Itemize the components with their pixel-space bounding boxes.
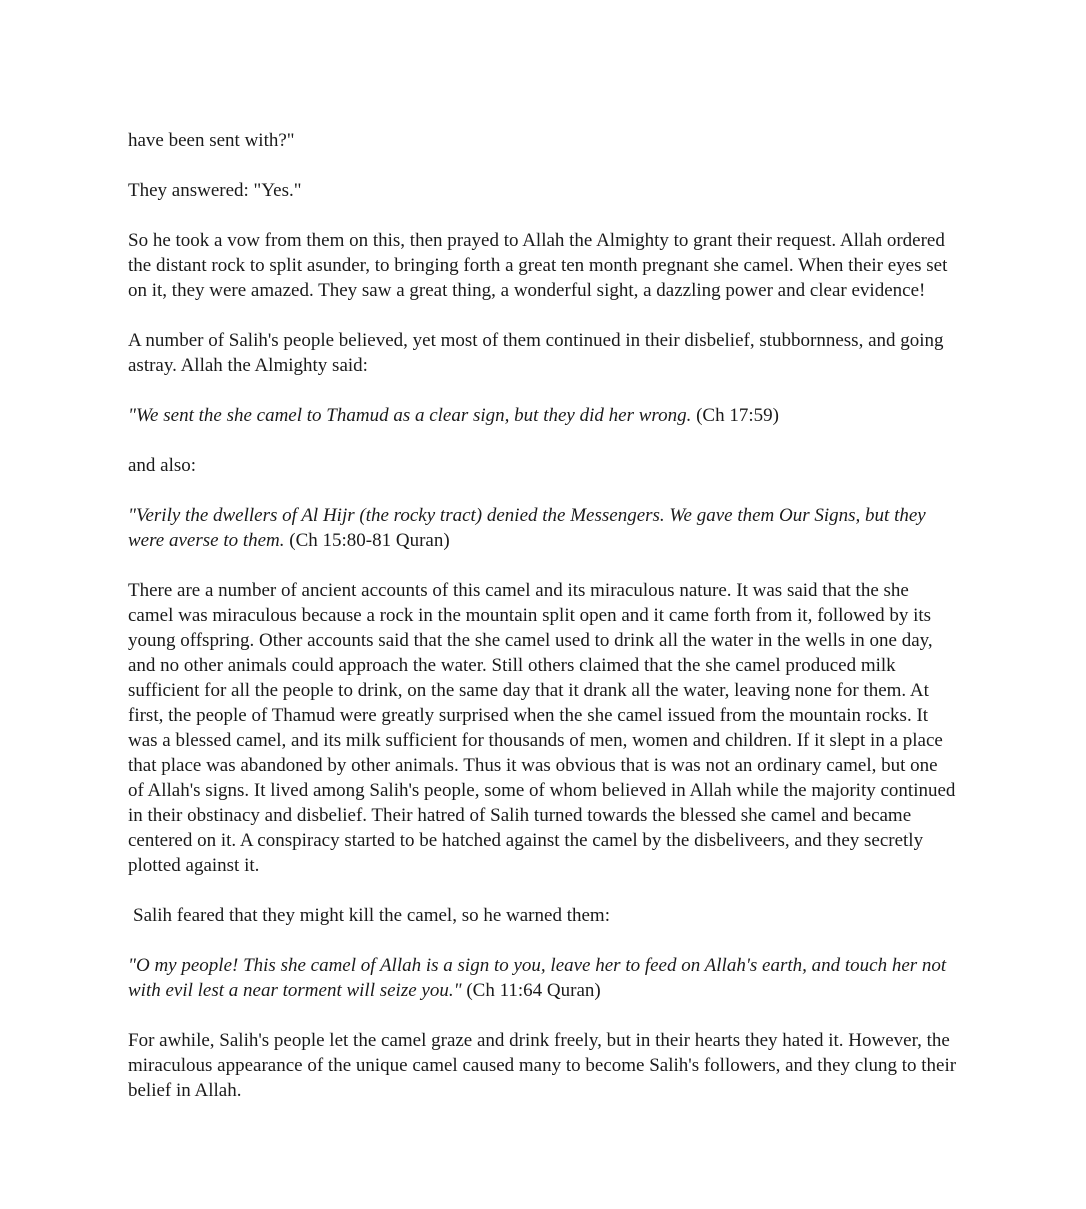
paragraph-accounts: There are a number of ancient accounts of this camel and its miraculous nature. It was said that the she camel was miraculous because a rock in the mountain split open and it came forth from it, followed by its young offspring. Other accounts said that the she camel used to drink all the water in the wells in one day, and no other animals could approach the water. Still others claimed that the she camel produced milk sufficient for all the people to drink, on the same day that it drank all the water, leaving none for them. At first, the people of Thamud were greatly surprised when the she camel issued from the mountain rocks. It was a blessed camel, and its milk sufficient for thousands of men, women and children. If it slept in a place that place was abandoned by other animals. Thus it was obvious that is was not an ordinary camel, but one of Allah's signs. It lived among Salih's people, some of whom believed in Allah while the majority continued in their obstinacy and disbelief. Their hatred of Salih turned towards the blessed she camel and became centered on it. A conspiracy started to be hatched against the camel by the disbeliveers, and they secretly plotted against it.: [128, 580, 956, 876]
paragraph-followers: For awhile, Salih's people let the camel graze and drink freely, but in their hearts they hated it. However, the miraculous appearance of the unique camel caused many to become Salih's followers, and they clung to their belief in Allah.: [128, 1030, 957, 1101]
quote-ch15-ref: (Ch 15:80-81 Quran): [284, 530, 450, 551]
paragraph-continuation: have been sent with?": [128, 130, 295, 151]
document-page: [128, 128, 958, 1103]
quote-ch11-ref: (Ch 11:64 Quran): [461, 980, 601, 1001]
paragraph-vow: So he took a vow from them on this, then prayed to Allah the Almighty to grant their request. Allah ordered the distant rock to split asunder, to bringing forth a great ten month pregnant she camel. When their eyes set on it, they were amazed. They saw a great thing, a wonderful sight, a dazzling power and clear evidence!: [128, 230, 948, 301]
paragraph-answer: They answered: "Yes.": [128, 180, 302, 201]
paragraph-warning: Salih feared that they might kill the camel, so he warned them:: [133, 905, 610, 926]
paragraph-and-also: and also:: [128, 455, 197, 476]
quote-ch17-text: "We sent the she camel to Thamud as a clear sign, but they did her wrong.: [128, 405, 692, 426]
paragraph-believers: A number of Salih's people believed, yet most of them continued in their disbelief, stubbornness, and going astray. Allah the Almighty said:: [128, 330, 944, 376]
quote-ch11-text: "O my people! This she camel of Allah is a sign to you, leave her to feed on Allah's earth, and touch her not with evil lest a near torment will seize you.": [128, 955, 947, 1001]
quote-ch15-text: "Verily the dwellers of Al Hijr (the rocky tract) denied the Messengers. We gave them Our Signs, but they were averse to them.: [128, 505, 926, 551]
quote-ch17-ref: (Ch 17:59): [691, 405, 779, 426]
quote-ch11: [128, 953, 958, 1003]
quote-ch17: [128, 403, 958, 428]
quote-ch15: [128, 503, 958, 553]
